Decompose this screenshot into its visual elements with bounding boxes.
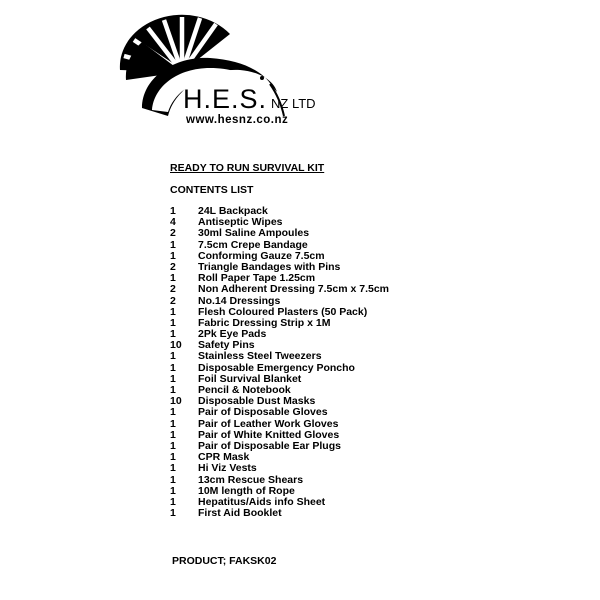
item-name: 2Pk Eye Pads xyxy=(198,328,267,341)
item-quantity: 2 xyxy=(170,294,176,307)
item-name: Conforming Gauze 7.5cm xyxy=(198,249,325,262)
item-name: 24L Backpack xyxy=(198,205,268,217)
item-name: Pair of White Knitted Gloves xyxy=(198,428,340,441)
item-name: Pair of Leather Work Gloves xyxy=(198,417,339,430)
item-quantity: 2 xyxy=(170,283,176,296)
item-name: Pair of Disposable Gloves xyxy=(198,406,328,419)
item-name: Triangle Bandages with Pins xyxy=(198,260,341,273)
item-quantity: 1 xyxy=(170,451,176,464)
item-quantity: 1 xyxy=(170,328,176,341)
item-quantity: 1 xyxy=(170,507,176,520)
item-quantity: 1 xyxy=(170,484,176,497)
item-quantity: 1 xyxy=(170,417,176,430)
item-name: 10M length of Rope xyxy=(198,484,295,497)
item-name: Hepatitus/Aids info Sheet xyxy=(198,495,326,508)
item-quantity: 1 xyxy=(170,361,176,374)
item-name: Hi Viz Vests xyxy=(198,462,257,475)
item-name: Fabric Dressing Strip x 1M xyxy=(198,316,331,329)
website-url[interactable]: www.hesnz.co.nz xyxy=(186,114,289,126)
item-name: Foil Survival Blanket xyxy=(198,372,302,385)
list-item xyxy=(170,228,389,239)
item-quantity: 4 xyxy=(170,216,176,229)
product-code: PRODUCT; FAKSK02 xyxy=(172,555,277,567)
item-quantity: 1 xyxy=(170,205,176,217)
brand-name-suffix: NZ LTD xyxy=(271,96,316,111)
brand-name-main: H.E.S. xyxy=(183,84,268,114)
item-quantity: 1 xyxy=(170,495,176,508)
item-name: Non Adherent Dressing 7.5cm x 7.5cm xyxy=(198,283,390,296)
item-quantity: 1 xyxy=(170,272,176,285)
list-item xyxy=(170,407,389,418)
list-item xyxy=(170,284,389,295)
list-item xyxy=(170,296,389,307)
brand-name xyxy=(183,86,316,113)
item-name: No.14 Dressings xyxy=(198,294,281,307)
list-item xyxy=(170,475,389,486)
item-quantity: 1 xyxy=(170,372,176,385)
item-name: Pencil & Notebook xyxy=(198,384,291,396)
item-name: Stainless Steel Tweezers xyxy=(198,350,322,363)
item-quantity: 10 xyxy=(170,395,182,408)
item-quantity: 1 xyxy=(170,305,176,318)
item-quantity: 1 xyxy=(170,316,176,329)
item-quantity: 1 xyxy=(170,384,176,396)
item-name: 30ml Saline Ampoules xyxy=(198,227,310,240)
item-name: Antiseptic Wipes xyxy=(198,216,283,229)
item-quantity: 1 xyxy=(170,406,176,419)
list-item xyxy=(170,508,389,519)
item-quantity: 2 xyxy=(170,227,176,240)
list-item xyxy=(170,351,389,362)
contents-list-heading: CONTENTS LIST xyxy=(170,184,254,196)
item-name: CPR Mask xyxy=(198,451,250,464)
contents-list xyxy=(170,206,389,519)
item-quantity: 1 xyxy=(170,473,176,486)
document-title: READY TO RUN SURVIVAL KIT xyxy=(170,162,325,174)
list-item xyxy=(170,463,389,474)
item-name: Disposable Dust Masks xyxy=(198,395,316,408)
item-quantity: 1 xyxy=(170,238,176,251)
item-quantity: 1 xyxy=(170,439,176,452)
item-name: 7.5cm Crepe Bandage xyxy=(198,238,308,251)
item-quantity: 1 xyxy=(170,428,176,441)
item-name: Flesh Coloured Plasters (50 Pack) xyxy=(198,305,368,318)
item-quantity: 1 xyxy=(170,350,176,363)
item-name: Disposable Emergency Poncho xyxy=(198,361,355,374)
item-name: First Aid Booklet xyxy=(198,507,282,520)
item-quantity: 10 xyxy=(170,339,182,352)
item-quantity: 2 xyxy=(170,260,176,273)
item-name: Safety Pins xyxy=(198,339,255,352)
item-name: Roll Paper Tape 1.25cm xyxy=(198,272,316,285)
item-quantity: 1 xyxy=(170,249,176,262)
item-name: Pair of Disposable Ear Plugs xyxy=(198,439,341,452)
item-quantity: 1 xyxy=(170,462,176,475)
item-name: 13cm Rescue Shears xyxy=(198,473,304,486)
